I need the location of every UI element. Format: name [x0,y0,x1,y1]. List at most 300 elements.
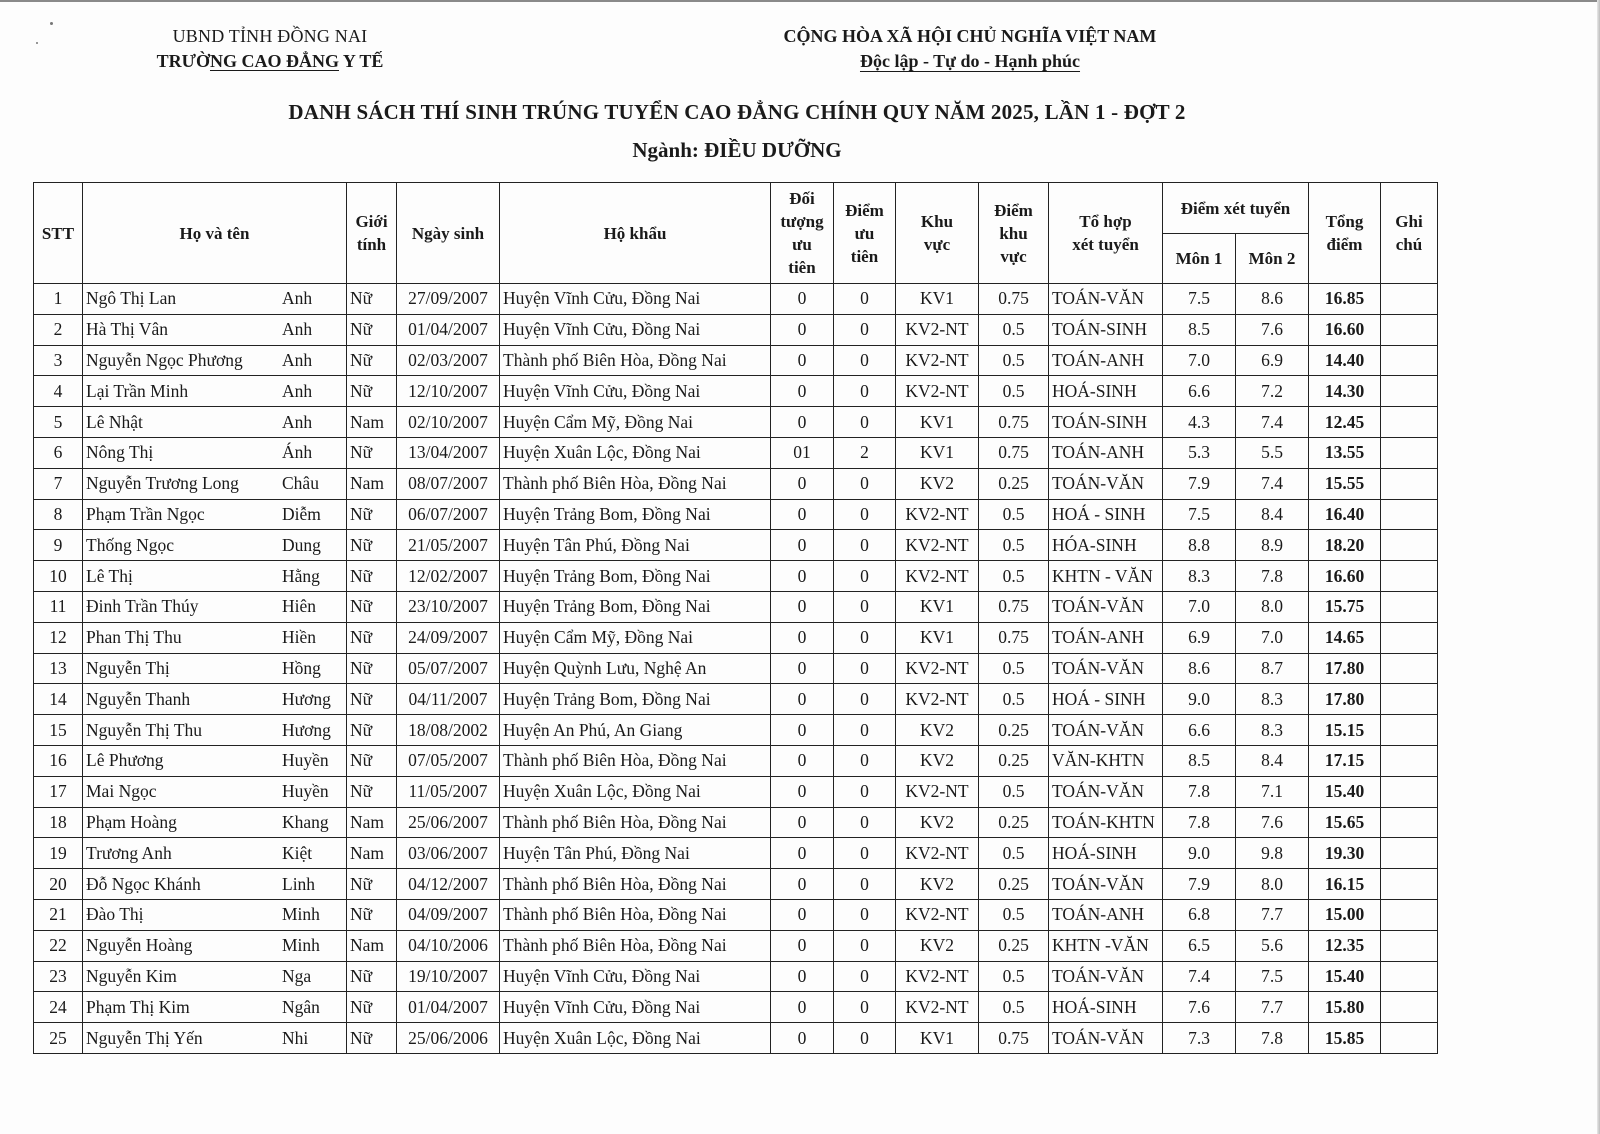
cell-subject2: 9.8 [1236,838,1309,869]
cell-priority-points: 0 [834,745,896,776]
cell-note [1381,992,1438,1023]
cell-residence: Thành phố Biên Hòa, Đồng Nai [500,345,771,376]
cell-note [1381,776,1438,807]
cell-dob: 08/07/2007 [397,468,500,499]
last-middle-name: Nguyễn Hoàng [86,935,193,956]
cell-combination: TOÁN-VĂN [1049,869,1163,900]
cell-region-points: 0.25 [979,745,1049,776]
table-row [34,591,1438,622]
cell-priority-group: 0 [771,499,834,530]
cell-stt: 16 [34,745,83,776]
cell-region-points: 0.5 [979,653,1049,684]
cell-priority-points: 0 [834,530,896,561]
cell-dob: 21/05/2007 [397,530,500,561]
table-row [34,561,1438,592]
cell-region: KV1 [896,1023,979,1054]
cell-gender: Nữ [347,376,397,407]
cell-region-points: 0.5 [979,314,1049,345]
cell-dob: 25/06/2007 [397,807,500,838]
given-name: Linh [282,873,316,894]
cell-residence: Huyện Quỳnh Lưu, Nghệ An [500,653,771,684]
cell-priority-points: 0 [834,715,896,746]
cell-total: 14.30 [1309,376,1381,407]
cell-region-points: 0.25 [979,715,1049,746]
cell-subject1: 7.0 [1163,345,1236,376]
table-row [34,499,1438,530]
cell-gender: Nữ [347,684,397,715]
cell-region-points: 0.75 [979,622,1049,653]
cell-region: KV1 [896,437,979,468]
cell-combination: TOÁN-KHTN [1049,807,1163,838]
table-row [34,653,1438,684]
cell-dob: 23/10/2007 [397,591,500,622]
cell-name [83,930,347,961]
last-middle-name: Thống Ngọc [86,534,174,555]
cell-region: KV2-NT [896,684,979,715]
cell-stt: 17 [34,776,83,807]
col-header-note: Ghi chú [1381,183,1438,284]
issuer-school [125,49,415,74]
cell-priority-points: 0 [834,776,896,807]
cell-total: 12.35 [1309,930,1381,961]
cell-subject2: 8.6 [1236,284,1309,315]
cell-stt: 13 [34,653,83,684]
table-row [34,530,1438,561]
given-name: Anh [282,288,313,309]
cell-total: 19.30 [1309,838,1381,869]
table-row [34,468,1438,499]
cell-region-points: 0.25 [979,468,1049,499]
given-name: Nga [282,965,312,986]
cell-note [1381,930,1438,961]
cell-name [83,992,347,1023]
cell-total: 15.85 [1309,1023,1381,1054]
cell-note [1381,376,1438,407]
cell-residence: Thành phố Biên Hòa, Đồng Nai [500,869,771,900]
cell-subject1: 9.0 [1163,838,1236,869]
last-middle-name: Hà Thị Vân [86,319,168,340]
cell-dob: 03/06/2007 [397,838,500,869]
given-name: Hồng [282,657,321,678]
cell-region: KV2-NT [896,961,979,992]
cell-gender: Nam [347,838,397,869]
cell-total: 16.40 [1309,499,1381,530]
cell-gender: Nam [347,468,397,499]
cell-stt: 9 [34,530,83,561]
cell-combination: HOÁ-SINH [1049,838,1163,869]
cell-region-points: 0.75 [979,407,1049,438]
cell-dob: 25/06/2006 [397,1023,500,1054]
cell-note [1381,468,1438,499]
table-row [34,930,1438,961]
cell-note [1381,684,1438,715]
col-header-name: Họ và tên [83,183,347,284]
cell-priority-points: 0 [834,314,896,345]
cell-region-points: 0.5 [979,684,1049,715]
cell-residence: Huyện Xuân Lộc, Đồng Nai [500,1023,771,1054]
cell-priority-group: 0 [771,807,834,838]
last-middle-name: Nông Thị [86,442,154,463]
table-row [34,776,1438,807]
cell-name [83,869,347,900]
last-middle-name: Trương Anh [86,842,172,863]
cell-region-points: 0.5 [979,992,1049,1023]
cell-combination: TOÁN-VĂN [1049,468,1163,499]
cell-note [1381,284,1438,315]
cell-residence: Huyện Trảng Bom, Đồng Nai [500,591,771,622]
cell-name [83,499,347,530]
col-header-region-points: Điểm khu vực [979,183,1049,284]
last-middle-name: Nguyễn Kim [86,965,177,986]
school-name-part: Y TẾ [338,51,384,71]
cell-name [83,653,347,684]
last-middle-name: Nguyễn Thanh [86,688,191,709]
cell-total: 15.55 [1309,468,1381,499]
cell-subject2: 7.8 [1236,561,1309,592]
cell-subject1: 8.5 [1163,314,1236,345]
cell-gender: Nữ [347,776,397,807]
cell-priority-points: 0 [834,653,896,684]
cell-priority-group: 0 [771,684,834,715]
cell-subject1: 8.5 [1163,745,1236,776]
cell-stt: 21 [34,899,83,930]
cell-subject2: 7.6 [1236,807,1309,838]
last-middle-name: Đinh Trần Thúy [86,596,199,617]
cell-priority-points: 0 [834,407,896,438]
cell-priority-points: 0 [834,930,896,961]
cell-region: KV2 [896,807,979,838]
cell-stt: 12 [34,622,83,653]
cell-gender: Nữ [347,314,397,345]
cell-subject2: 8.4 [1236,499,1309,530]
cell-subject1: 6.9 [1163,622,1236,653]
cell-gender: Nữ [347,437,397,468]
cell-total: 18.20 [1309,530,1381,561]
cell-stt: 25 [34,1023,83,1054]
cell-priority-group: 0 [771,930,834,961]
cell-priority-group: 0 [771,992,834,1023]
given-name: Hiền [282,627,317,648]
col-header-gender: Giới tính [347,183,397,284]
cell-priority-points: 0 [834,992,896,1023]
cell-priority-points: 0 [834,807,896,838]
cell-priority-group: 0 [771,468,834,499]
cell-residence: Huyện Trảng Bom, Đồng Nai [500,684,771,715]
cell-gender: Nữ [347,992,397,1023]
table-row [34,961,1438,992]
scan-edge-top [0,0,1600,2]
last-middle-name: Ngô Thị Lan [86,288,177,309]
cell-total: 17.15 [1309,745,1381,776]
cell-subject1: 7.0 [1163,591,1236,622]
cell-name [83,622,347,653]
cell-name [83,530,347,561]
cell-priority-points: 0 [834,591,896,622]
cell-subject2: 8.0 [1236,591,1309,622]
cell-subject2: 7.7 [1236,992,1309,1023]
cell-priority-points: 0 [834,284,896,315]
table-row [34,345,1438,376]
scan-speck [50,22,53,25]
cell-residence: Huyện Cẩm Mỹ, Đồng Nai [500,622,771,653]
cell-priority-group: 0 [771,1023,834,1054]
last-middle-name: Lê Thị [86,565,133,586]
cell-combination: TOÁN-VĂN [1049,591,1163,622]
cell-name [83,376,347,407]
cell-dob: 11/05/2007 [397,776,500,807]
cell-stt: 7 [34,468,83,499]
given-name: Anh [282,411,313,432]
cell-priority-group: 0 [771,715,834,746]
cell-note [1381,653,1438,684]
cell-total: 14.65 [1309,622,1381,653]
cell-note [1381,530,1438,561]
cell-region: KV2 [896,715,979,746]
cell-total: 16.60 [1309,314,1381,345]
cell-total: 14.40 [1309,345,1381,376]
given-name: Ngân [282,996,320,1017]
cell-gender: Nữ [347,591,397,622]
issuer-authority: UBND TỈNH ĐỒNG NAI [172,26,368,46]
cell-subject1: 7.6 [1163,992,1236,1023]
cell-region: KV2-NT [896,561,979,592]
cell-region-points: 0.25 [979,930,1049,961]
cell-combination: HOÁ-SINH [1049,992,1163,1023]
cell-priority-points: 0 [834,561,896,592]
national-name: CỘNG HÒA XÃ HỘI CHỦ NGHĨA VIỆT NAM [783,26,1157,46]
cell-combination: TOÁN-ANH [1049,899,1163,930]
cell-priority-group: 0 [771,622,834,653]
cell-note [1381,561,1438,592]
national-header [760,24,1180,74]
cell-region-points: 0.5 [979,530,1049,561]
cell-total: 17.80 [1309,653,1381,684]
cell-priority-group: 0 [771,407,834,438]
cell-total: 15.40 [1309,961,1381,992]
admission-table [33,182,1438,1054]
cell-priority-group: 0 [771,838,834,869]
given-name: Dung [282,534,321,555]
cell-stt: 1 [34,284,83,315]
cell-priority-points: 0 [834,899,896,930]
cell-residence: Huyện Trảng Bom, Đồng Nai [500,561,771,592]
cell-residence: Thành phố Biên Hòa, Đồng Nai [500,468,771,499]
cell-subject1: 8.6 [1163,653,1236,684]
cell-combination: HOÁ-SINH [1049,376,1163,407]
cell-stt: 18 [34,807,83,838]
cell-total: 15.80 [1309,992,1381,1023]
given-name: Hương [282,688,331,709]
cell-region: KV2-NT [896,776,979,807]
cell-name [83,807,347,838]
cell-priority-group: 0 [771,899,834,930]
given-name: Hương [282,719,331,740]
table-row [34,1023,1438,1054]
cell-region: KV2-NT [896,376,979,407]
cell-subject2: 7.4 [1236,407,1309,438]
cell-dob: 12/10/2007 [397,376,500,407]
cell-name [83,838,347,869]
cell-combination: HÓA-SINH [1049,530,1163,561]
cell-dob: 05/07/2007 [397,653,500,684]
cell-priority-group: 0 [771,653,834,684]
cell-subject2: 5.5 [1236,437,1309,468]
cell-name [83,684,347,715]
cell-priority-group: 0 [771,284,834,315]
cell-subject2: 8.9 [1236,530,1309,561]
cell-residence: Thành phố Biên Hòa, Đồng Nai [500,807,771,838]
cell-gender: Nữ [347,561,397,592]
cell-residence: Huyện Tân Phú, Đồng Nai [500,530,771,561]
cell-subject2: 7.6 [1236,314,1309,345]
cell-note [1381,499,1438,530]
cell-region: KV2-NT [896,838,979,869]
cell-stt: 5 [34,407,83,438]
cell-subject2: 8.4 [1236,745,1309,776]
cell-stt: 20 [34,869,83,900]
cell-name [83,1023,347,1054]
cell-gender: Nam [347,930,397,961]
cell-stt: 22 [34,930,83,961]
given-name: Châu [282,473,319,494]
cell-note [1381,437,1438,468]
cell-region: KV2-NT [896,653,979,684]
cell-priority-group: 0 [771,776,834,807]
col-header-total: Tổng điểm [1309,183,1381,284]
cell-combination: TOÁN-VĂN [1049,653,1163,684]
cell-subject1: 6.5 [1163,930,1236,961]
cell-region-points: 0.75 [979,437,1049,468]
cell-residence: Huyện Vĩnh Cửu, Đồng Nai [500,376,771,407]
cell-stt: 4 [34,376,83,407]
cell-residence: Huyện Cẩm Mỹ, Đồng Nai [500,407,771,438]
cell-region: KV2-NT [896,530,979,561]
col-header-stt: STT [34,183,83,284]
cell-note [1381,622,1438,653]
cell-subject2: 7.7 [1236,899,1309,930]
cell-priority-points: 0 [834,499,896,530]
cell-total: 15.75 [1309,591,1381,622]
cell-dob: 06/07/2007 [397,499,500,530]
given-name: Hiên [282,596,317,617]
cell-gender: Nữ [347,622,397,653]
cell-combination: TOÁN-VĂN [1049,715,1163,746]
given-name: Minh [282,935,320,956]
cell-region-points: 0.75 [979,284,1049,315]
cell-combination: TOÁN-ANH [1049,437,1163,468]
last-middle-name: Lại Trần Minh [86,380,189,401]
cell-note [1381,899,1438,930]
cell-subject1: 6.6 [1163,715,1236,746]
cell-total: 16.85 [1309,284,1381,315]
cell-region: KV2 [896,869,979,900]
cell-subject1: 5.3 [1163,437,1236,468]
cell-gender: Nữ [347,499,397,530]
cell-gender: Nữ [347,345,397,376]
cell-total: 15.15 [1309,715,1381,746]
cell-dob: 19/10/2007 [397,961,500,992]
cell-total: 12.45 [1309,407,1381,438]
cell-name [83,345,347,376]
last-middle-name: Nguyễn Trương Long [86,473,239,494]
cell-total: 15.00 [1309,899,1381,930]
cell-region: KV1 [896,591,979,622]
cell-dob: 04/12/2007 [397,869,500,900]
given-name: Khang [282,811,329,832]
cell-dob: 02/10/2007 [397,407,500,438]
cell-combination: TOÁN-SINH [1049,314,1163,345]
cell-subject2: 8.3 [1236,684,1309,715]
document-subtitle: Ngành: ĐIỀU DƯỠNG [632,138,842,162]
cell-dob: 27/09/2007 [397,284,500,315]
cell-priority-points: 0 [834,468,896,499]
cell-gender: Nữ [347,961,397,992]
cell-combination: HOÁ - SINH [1049,499,1163,530]
cell-residence: Huyện Trảng Bom, Đồng Nai [500,499,771,530]
cell-stt: 23 [34,961,83,992]
cell-combination: TOÁN-ANH [1049,622,1163,653]
last-middle-name: Lê Phương [86,750,164,771]
last-middle-name: Phạm Thị Kim [86,996,190,1017]
cell-subject1: 7.5 [1163,284,1236,315]
cell-residence: Thành phố Biên Hòa, Đồng Nai [500,745,771,776]
cell-region: KV2-NT [896,499,979,530]
cell-priority-points: 0 [834,869,896,900]
cell-region-points: 0.5 [979,376,1049,407]
cell-stt: 10 [34,561,83,592]
national-motto: Độc lập - Tự do - Hạnh phúc [859,51,1081,71]
cell-stt: 11 [34,591,83,622]
cell-subject1: 8.8 [1163,530,1236,561]
cell-gender: Nữ [347,869,397,900]
cell-residence: Huyện Xuân Lộc, Đồng Nai [500,437,771,468]
cell-dob: 04/09/2007 [397,899,500,930]
cell-note [1381,745,1438,776]
cell-region-points: 0.5 [979,561,1049,592]
cell-priority-group: 0 [771,376,834,407]
cell-note [1381,345,1438,376]
cell-subject1: 7.4 [1163,961,1236,992]
cell-stt: 24 [34,992,83,1023]
given-name: Huyền [282,781,329,802]
given-name: Hằng [282,565,320,586]
table-row [34,807,1438,838]
given-name: Nhi [282,1027,309,1048]
last-middle-name: Phạm Hoàng [86,811,177,832]
last-middle-name: Mai Ngọc [86,781,157,802]
cell-dob: 04/10/2006 [397,930,500,961]
cell-subject1: 7.9 [1163,869,1236,900]
cell-region: KV1 [896,407,979,438]
last-middle-name: Nguyễn Thị Thu [86,719,203,740]
cell-region: KV2-NT [896,992,979,1023]
cell-combination: KHTN -VĂN [1049,930,1163,961]
last-middle-name: Nguyễn Ngọc Phương [86,349,243,370]
cell-gender: Nữ [347,284,397,315]
col-header-priority-points: Điểm ưu tiên [834,183,896,284]
cell-combination: HOÁ - SINH [1049,684,1163,715]
cell-dob: 07/05/2007 [397,745,500,776]
cell-total: 15.40 [1309,776,1381,807]
given-name: Minh [282,904,320,925]
col-header-dob: Ngày sinh [397,183,500,284]
cell-name [83,899,347,930]
cell-priority-group: 01 [771,437,834,468]
given-name: Huyền [282,750,329,771]
cell-total: 16.60 [1309,561,1381,592]
cell-priority-points: 0 [834,376,896,407]
cell-subject1: 6.8 [1163,899,1236,930]
